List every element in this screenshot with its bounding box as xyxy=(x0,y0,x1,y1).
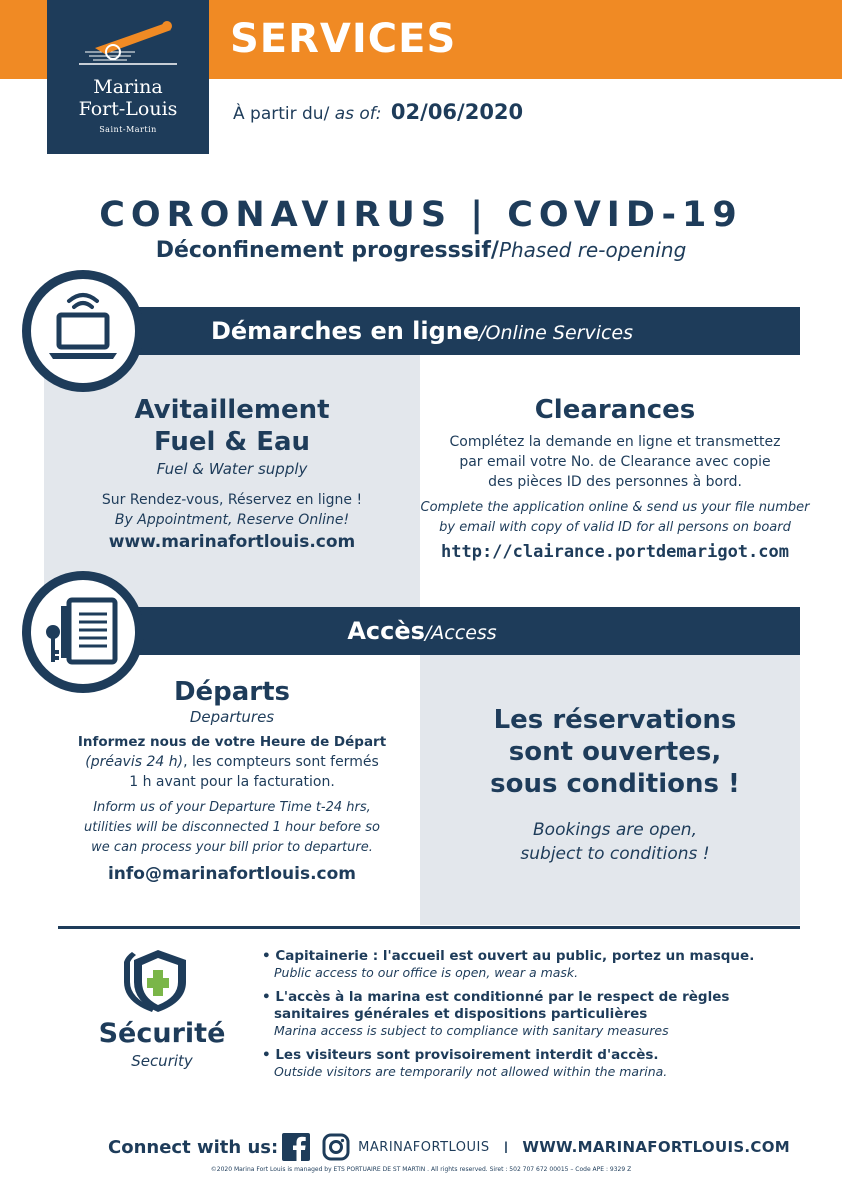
clearances-text-fr-3: des pièces ID des personnes à bord. xyxy=(488,474,742,490)
clearances-text-fr-1: Complétez la demande en ligne et transmettez xyxy=(449,434,781,450)
covid-subtitle xyxy=(0,238,842,263)
fuel-website-link[interactable]: www.marinafortlouis.com xyxy=(108,532,356,552)
laptop-wifi-icon xyxy=(31,279,135,383)
subtitle-en: Phased re-opening xyxy=(498,238,687,262)
clearances-title: Clearances xyxy=(534,395,696,425)
fuel-block xyxy=(44,394,420,552)
clearances-text-en-1: Complete the application online & send us your file number xyxy=(420,500,810,515)
clearances-text-fr-2: par email votre No. de Clearance avec copie xyxy=(459,454,771,470)
online-services-title xyxy=(44,317,800,345)
security-item xyxy=(262,1047,802,1080)
document-key-icon xyxy=(31,580,135,684)
shield-plus-icon xyxy=(120,946,190,1016)
effective-date xyxy=(233,100,523,124)
security-bullets xyxy=(262,948,802,1088)
departures-email-link[interactable]: info@marinafortlouis.com xyxy=(107,864,357,884)
fuel-text-en: By Appointment, Reserve Online! xyxy=(114,512,350,528)
logo-subtitle: Saint-Martin xyxy=(99,125,157,134)
departures-notice: (préavis 24 h) xyxy=(85,754,184,770)
security-item-en: Public access to our office is open, wear a mask. xyxy=(274,965,579,980)
date-value: 02/06/2020 xyxy=(390,100,524,124)
departures-subtitle: Departures xyxy=(189,708,275,726)
footer-website-link[interactable]: WWW.MARINAFORTLOUIS.COM xyxy=(522,1138,791,1156)
security-item-fr: • Les visiteurs sont provisoirement interdit d'accès. xyxy=(262,1047,659,1063)
subtitle-fr: Déconfinement progresssif/ xyxy=(155,238,499,263)
footer-separator: I xyxy=(503,1137,509,1157)
online-band-fr: Démarches en ligne xyxy=(210,317,480,345)
online-services-band xyxy=(44,307,800,355)
reservations-block xyxy=(420,704,810,866)
logo-line2: Fort-Louis xyxy=(78,98,178,120)
logo-text xyxy=(47,76,209,120)
section-divider xyxy=(58,926,800,929)
access-band-fr: Accès xyxy=(347,617,425,645)
footer-connect xyxy=(108,1132,790,1162)
asof-fr: À partir du/ xyxy=(233,104,330,124)
reservations-title-2: sont ouvertes, xyxy=(508,737,722,767)
departures-block xyxy=(44,676,420,884)
facebook-icon[interactable] xyxy=(282,1133,310,1161)
reservations-title-1: Les réservations xyxy=(493,705,737,735)
online-band-en: /Online Services xyxy=(479,322,634,344)
cannon-icon xyxy=(75,14,181,74)
departures-title: Départs xyxy=(173,677,291,707)
fuel-title-1: Avitaillement xyxy=(134,395,330,425)
asof-en: as of: xyxy=(334,104,382,124)
departures-text-fr-line xyxy=(44,752,420,772)
laptop-circle xyxy=(22,270,144,392)
security-item-en: Marina access is subject to compliance with sanitary measures xyxy=(274,1023,669,1038)
access-title xyxy=(44,617,800,645)
security-item-en: Outside visitors are temporarily not allowed within the marina. xyxy=(274,1064,668,1079)
reservations-text-en-2: subject to conditions ! xyxy=(520,844,710,864)
security-item xyxy=(262,989,802,1039)
access-band-en: /Access xyxy=(424,622,497,644)
fuel-text-fr: Sur Rendez-vous, Réservez en ligne ! xyxy=(101,492,363,508)
security-item xyxy=(262,948,802,981)
page-title: SERVICES xyxy=(230,16,457,62)
clearances-link[interactable]: http://clairance.portdemarigot.com xyxy=(441,542,789,562)
reservations-text-en-1: Bookings are open, xyxy=(533,820,697,840)
social-handle[interactable]: MARINAFORTLOUIS xyxy=(358,1139,490,1155)
security-subtitle: Security xyxy=(131,1052,193,1070)
marina-logo xyxy=(47,0,209,154)
access-band xyxy=(44,607,800,655)
departures-text-en-2: utilities will be disconnected 1 hour before so xyxy=(84,820,380,835)
security-item-fr: • Capitainerie : l'accueil est ouvert au public, portez un masque. xyxy=(262,948,755,964)
connect-label: Connect with us: xyxy=(108,1136,279,1158)
clearances-text-en-2: by email with copy of valid ID for all persons on board xyxy=(439,520,791,535)
clearances-block xyxy=(420,394,810,562)
security-item-fr: • L'accès à la marina est conditionné par le respect de règles xyxy=(262,989,730,1005)
logo-line1: Marina xyxy=(93,76,163,98)
document-circle xyxy=(22,571,144,693)
departures-text-en-3: we can process your bill prior to departure. xyxy=(91,840,373,855)
departures-bold-fr: Informez nous de votre Heure de Départ xyxy=(77,734,387,750)
fuel-title-2: Fuel & Eau xyxy=(153,427,311,457)
fuel-subtitle: Fuel & Water supply xyxy=(156,460,308,478)
covid-headline: CORONAVIRUS | COVID-19 xyxy=(99,195,743,235)
departures-text-fr-2: 1 h avant pour la facturation. xyxy=(129,774,335,790)
instagram-icon[interactable] xyxy=(322,1133,350,1161)
security-item-fr-2: sanitaires générales et dispositions particulières xyxy=(274,1006,648,1022)
departures-text-fr-1: , les compteurs sont fermés xyxy=(183,754,379,770)
security-title: Sécurité xyxy=(98,1018,226,1049)
copyright: ©2020 Marina Fort Louis is managed by ETS PORTUAIRE DE ST MARTIN . All rights reserved. Siret : 502 707 672 00015 – Code APE : 9329 Z xyxy=(210,1166,632,1173)
reservations-title-3: sous conditions ! xyxy=(490,769,740,799)
departures-text-en-1: Inform us of your Departure Time t-24 hrs, xyxy=(93,800,371,815)
